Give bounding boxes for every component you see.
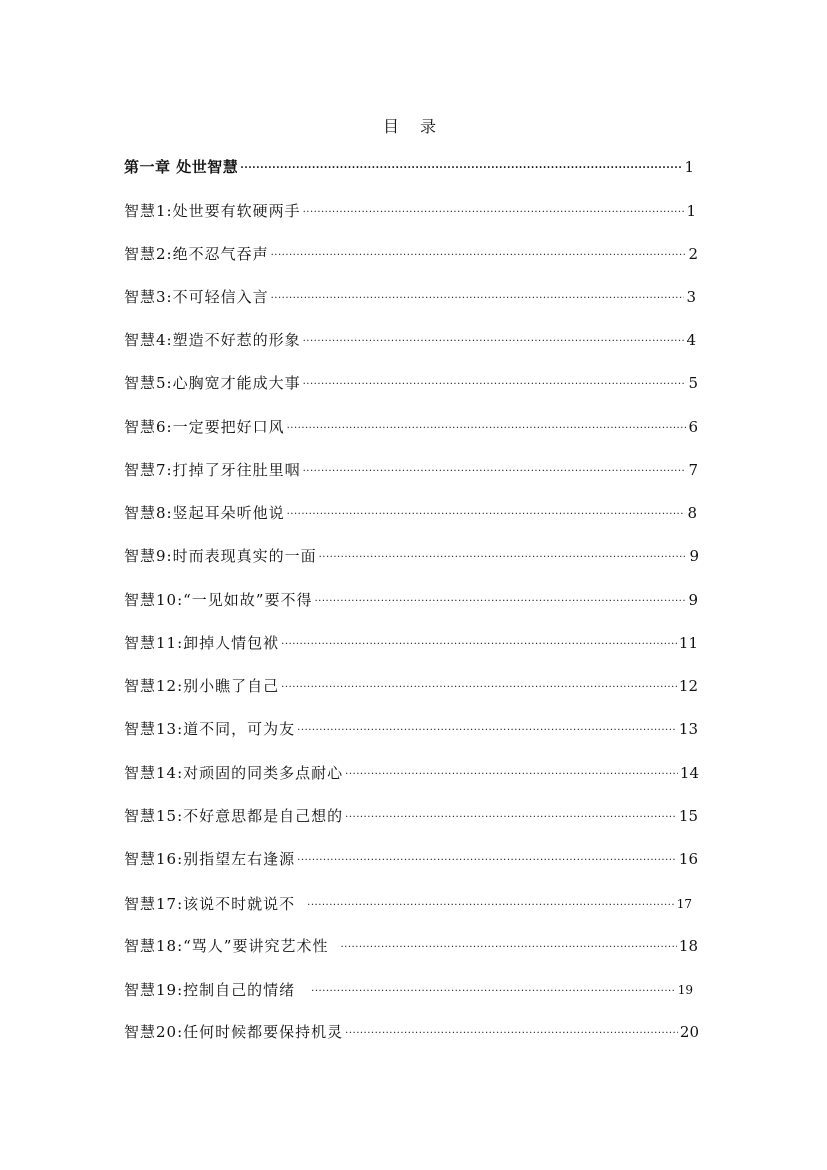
toc-entry[interactable] (124, 368, 698, 394)
toc-leader-dots (281, 635, 677, 649)
toc-leader-dots (281, 678, 677, 692)
toc-leader-dots (303, 375, 687, 389)
toc-entry[interactable] (124, 801, 698, 827)
toc-entry[interactable] (124, 325, 696, 351)
toc-entry-label: 智慧11:卸掉人情包袱 (124, 634, 280, 652)
toc-entry-label: 智慧19:控制自己的情绪 (124, 981, 296, 999)
toc-leader-dots (297, 721, 677, 735)
toc-entry-label: 智慧17:该说不时就说不 (124, 895, 296, 913)
toc-leader-dots (240, 159, 682, 173)
toc-entry-label: 智慧10:“一见如故”要不得 (124, 591, 313, 609)
toc-entry-page: 8 (687, 504, 697, 522)
toc-entry[interactable] (124, 975, 693, 1001)
toc-entry-page: 19 (677, 983, 693, 997)
toc-entry-label: 智慧18:“骂人”要讲究艺术性 (124, 937, 329, 955)
toc-entry-page: 6 (688, 418, 698, 436)
toc-entry-page: 14 (679, 764, 699, 782)
toc-leader-dots (287, 505, 686, 519)
toc-leader-dots (297, 851, 677, 865)
toc-leader-dots (345, 808, 677, 822)
toc-leader-dots (345, 1024, 678, 1038)
toc-entry-page: 4 (686, 331, 696, 349)
toc-entry-page: 1 (686, 202, 696, 220)
toc-entry-page: 17 (676, 897, 692, 911)
toc-entry-page: 13 (678, 720, 698, 738)
toc-entry-label: 智慧13:道不同，可为友 (124, 720, 296, 738)
toc-entry-label: 智慧12:别小瞧了自己 (124, 677, 280, 695)
toc-entry[interactable] (124, 671, 698, 697)
toc-entry[interactable] (124, 196, 696, 222)
toc-leader-dots (319, 548, 688, 562)
toc-entry-label: 智慧8:竖起耳朵听他说 (124, 504, 285, 522)
toc-entry-chapter[interactable] (124, 152, 694, 178)
toc-entry-page: 11 (678, 634, 698, 652)
toc-entry[interactable] (124, 239, 698, 265)
toc-entry-page: 9 (688, 591, 698, 609)
toc-entry-label: 智慧5:心胸宽才能成大事 (124, 374, 301, 392)
toc-entry[interactable] (124, 498, 697, 524)
toc-entry[interactable] (124, 412, 698, 438)
toc-entry[interactable] (124, 714, 698, 740)
toc-leader-dots (340, 938, 676, 952)
toc-leader-dots (303, 462, 687, 476)
toc-entry-label: 智慧3:不可轻信入言 (124, 288, 269, 306)
toc-entry-label: 智慧9:时而表现真实的一面 (124, 547, 317, 565)
toc-entry[interactable] (124, 844, 698, 870)
toc-entry-page: 2 (688, 245, 698, 263)
toc-entry-page: 20 (679, 1023, 699, 1041)
toc-entry-label: 智慧15:不好意思都是自己想的 (124, 807, 344, 825)
toc-entry[interactable] (124, 889, 692, 915)
toc-entry-label: 智慧2:绝不忍气吞声 (124, 245, 269, 263)
toc-title: 目 录 (382, 117, 445, 136)
toc-leader-dots (271, 289, 685, 303)
toc-entry-page: 9 (689, 547, 699, 565)
toc-entry-page: 16 (678, 850, 698, 868)
toc-entry-label: 智慧4:塑造不好惹的形象 (124, 331, 301, 349)
toc-entry-page: 1 (684, 158, 694, 176)
toc-entry[interactable] (124, 1017, 699, 1043)
toc-leader-dots (303, 332, 685, 346)
toc-entry[interactable] (124, 455, 698, 481)
toc-entry-label: 智慧20:任何时候都要保持机灵 (124, 1023, 344, 1041)
toc-entry-label: 智慧1:处世要有软硬两手 (124, 202, 301, 220)
toc-entry-label: 智慧16:别指望左右逢源 (124, 850, 296, 868)
toc-entry-page: 5 (688, 374, 698, 392)
toc-entry-label: 智慧14:对顽固的同类多点耐心 (124, 764, 344, 782)
toc-leader-dots (287, 419, 687, 433)
toc-entry[interactable] (124, 585, 698, 611)
toc-entry-label: 智慧7:打掉了牙往肚里咽 (124, 461, 301, 479)
toc-entry-page: 3 (686, 288, 696, 306)
toc-entry-page: 18 (678, 937, 698, 955)
toc-entry[interactable] (124, 931, 698, 957)
toc-entry-page: 7 (688, 461, 698, 479)
toc-leader-dots (307, 896, 675, 910)
toc-leader-dots (314, 592, 686, 606)
toc-entry-page: 15 (678, 807, 698, 825)
toc-entry-label: 智慧6:一定要把好口风 (124, 418, 285, 436)
toc-entry[interactable] (124, 628, 698, 654)
toc-entry-page: 12 (678, 677, 698, 695)
toc-leader-dots (303, 203, 685, 217)
toc-entry[interactable] (124, 758, 699, 784)
toc-entry[interactable] (124, 282, 696, 308)
toc-leader-dots (345, 765, 678, 779)
toc-leader-dots (311, 982, 676, 996)
toc-entry-label: 第一章 处世智慧 (124, 158, 239, 176)
toc-leader-dots (271, 246, 687, 260)
toc-entry[interactable] (124, 541, 699, 567)
